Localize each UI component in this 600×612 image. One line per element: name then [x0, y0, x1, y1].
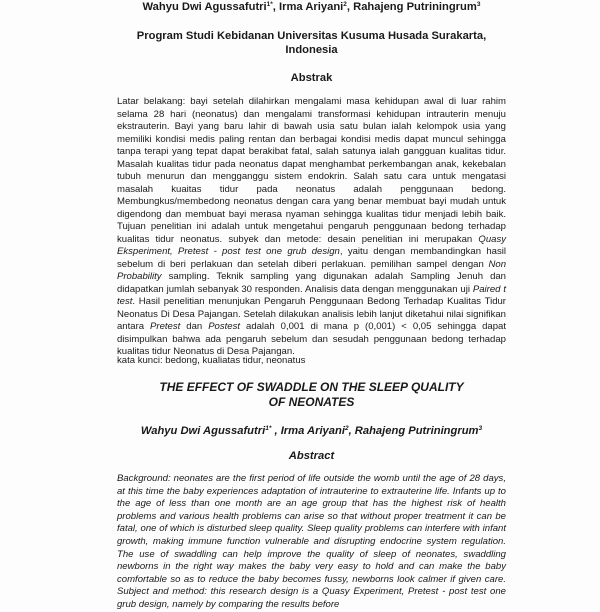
text-segment: Latar belakang: bayi setelah dilahirkan mengalami masa kehidupan awal di luar rahim selama 28 hari (neonatus) dan mengalami transformasi kehidupan intrauterin menuju ekstrauterin. Bayi yang baru lahir di bawah usia satu bulan ialah kelompok usia yang memiliki kondisi medis paling rentan dan berbagai kondisi medis dapat muncul sehingga tanpa terapi yang tepat dapat berakibat fatal, salah satunya ialah gangguan kualitas tidur. Masalah kualitas tidur pada neonatus dapat menghambat perkembangan anak, kekebalan tubuh menurun dan mengganggu sistem endokrin. Salah satu cara untuk mengatasi masalah kuaitas tidur pada neonatus adalah penggunaan bedong. Membungkus/membedong neonatus dengan cara yang benar membuat bayi mudah untuk digendong dan membuat bayi merasa nyaman sehingga kualitas tidur menjadi lebih baik. Tujuan penelitian ini adalah untuk mengetahui pengaruh penggunaan bedong terhadap kualitas tidur neonatus. subyek dan metode: desain penelitian ini merupakan: [117, 96, 506, 245]
abstract-heading: Abstract: [288, 450, 335, 462]
text-segment: adalah 0,001 di mana p (0,001) < 0,05 sehingga dapat disimpulkan bahwa ada pengaruh sebelum dan sesudah penggunaan bedong terhadap kualitas tidur Neonatus di Desa Pajangan.: [117, 321, 506, 357]
text-segment: . Hasil penelitian menunjukan Pengaruh Penggunaan Bedong Terhadap Kualitas Tidur Neonatus Di Desa Pajangan. Setelah dilakukan analisis lebih lanjut diketahui nilai signifikan antara: [117, 296, 506, 332]
author: Irma Ariyani$^2$: [279, 1, 347, 13]
abstrak-heading: Abstrak: [290, 72, 333, 84]
author: Irma Ariyani$^2$: [280, 425, 349, 437]
italic-term: Non Probability: [117, 258, 506, 282]
author: Wahyu Dwi Agussafutri$^{1*}$: [142, 1, 273, 13]
italic-term: Postest: [208, 321, 241, 332]
text-segment: , yaitu dengan membandingkan hasil sebelum di beri perlakuan dan setelah diberi perlakuan. pemilihan sampel dengan: [117, 246, 506, 270]
author: Rahajeng Putriningrum$^3$: [354, 425, 483, 437]
italic-term: Paired t test: [117, 283, 506, 307]
english-title: THE EFFECT OF SWADDLE ON THE SLEEP QUALITY OF NEONATES: [159, 380, 464, 409]
keywords: kata kunci: bedong, kualiatas tidur, neonatus: [117, 355, 306, 366]
abstract-body: Background: neonates are the first period of life outside the womb until the age of 28 days, at this time the baby experiences adaptation of intrauterine to extrauterine life. Infants up to the age of less than one month are an age group that has the highest risk of health problems and various health problems can arise so that without proper treatment it can be fatal, one of which is disturbed sleep quality. Sleep quality problems can interfere with infant growth, making immune function vulnerable and disrupting endocrine system regulation. The use of swaddling can help improve the quality of sleep of neonates, swaddling newborns in the right way makes the baby very easy to hold and can make the baby comfortable so as to reduce the baby becomes fussy, newborns look calmer if given care. Subject and method: this research design is a Quasy Experiment, Pretest - post test one grub design, namely by comparing the results before: [117, 473, 506, 610]
text-segment: dan: [180, 321, 209, 332]
affiliation: Program Studi Kebidanan Universitas Kusuma Husada Surakarta, Indonesia: [136, 30, 487, 56]
abstrak-body: [117, 96, 506, 359]
author: Wahyu Dwi Agussafutri$^{1*}$: [140, 425, 272, 437]
author-list: Wahyu Dwi Agussafutri$^{1*}$, Irma Ariyani$^2$, Rahajeng Putriningrum$^3$: [142, 1, 481, 13]
author: Rahajeng Putriningrum$^3$: [353, 1, 481, 13]
italic-term: Quasy Eksperiment, Pretest - post test one grub design: [117, 233, 506, 257]
english-author-list: Wahyu Dwi Agussafutri$^{1*}$ , Irma Ariyani$^2$, Rahajeng Putriningrum$^3$: [140, 425, 483, 437]
italic-term: Pretest: [150, 321, 181, 332]
text-segment: sampling. Teknik sampling yang digunakan adalah Sampling Jenuh dan didapatkan jumlah sebanyak 30 responden. Analisis data dengan menggunakan uji: [117, 271, 506, 295]
